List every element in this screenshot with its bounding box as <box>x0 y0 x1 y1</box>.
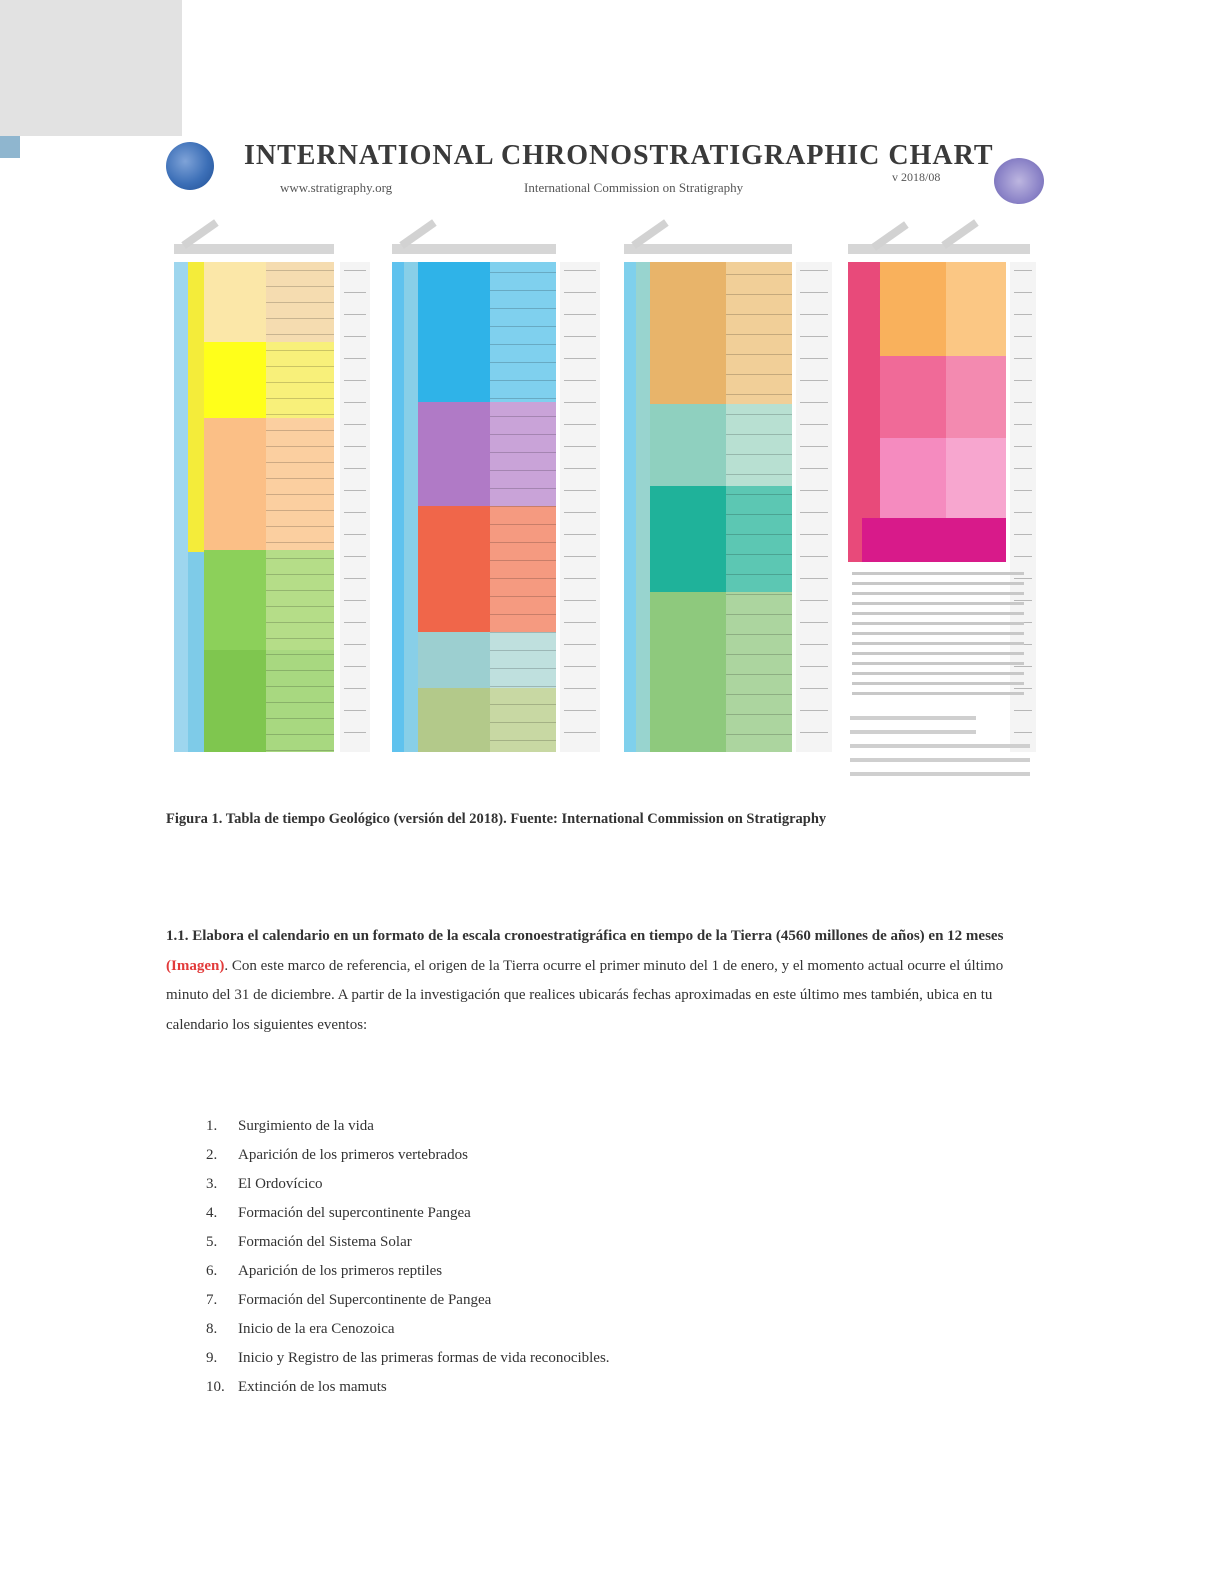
stage-divider <box>726 474 792 475</box>
ics-logo-icon <box>994 158 1044 204</box>
stage-divider <box>266 686 334 687</box>
legend-line <box>852 632 1024 635</box>
age-tick <box>1014 402 1032 403</box>
age-tick <box>800 732 828 733</box>
stage-divider <box>266 670 334 671</box>
stage-divider <box>490 452 556 453</box>
age-tick <box>1014 358 1032 359</box>
list-item <box>206 1112 610 1141</box>
age-tick <box>344 710 366 711</box>
stage-divider <box>726 714 792 715</box>
age-tick <box>800 292 828 293</box>
stage-divider <box>266 574 334 575</box>
age-tick <box>1014 666 1032 667</box>
figure-caption: Figura 1. Tabla de tiempo Geológico (versión del 2018). Fuente: International Commission on Stratigraphy <box>166 811 827 827</box>
age-tick <box>800 556 828 557</box>
age-tick <box>564 666 596 667</box>
stage-divider <box>490 308 556 309</box>
chart-title: INTERNATIONAL CHRONOSTRATIGRAPHIC CHART <box>244 140 994 171</box>
stage-block <box>490 688 556 752</box>
list-item-number: 1. <box>206 1118 218 1134</box>
stage-divider <box>726 394 792 395</box>
age-column <box>796 262 832 752</box>
list-item-text: Inicio y Registro de las primeras formas de vida reconocibles. <box>238 1350 610 1366</box>
age-tick <box>344 336 366 337</box>
list-item-text: Aparición de los primeros vertebrados <box>238 1147 468 1163</box>
stage-divider <box>490 614 556 615</box>
stage-divider <box>726 694 792 695</box>
age-tick <box>564 512 596 513</box>
list-item-number: 4. <box>206 1205 218 1221</box>
legend-line <box>852 582 1024 585</box>
stage-block <box>946 262 1006 356</box>
era-band <box>404 262 418 752</box>
list-item <box>206 1315 610 1344</box>
age-tick <box>344 292 366 293</box>
stage-divider <box>490 668 556 669</box>
stage-divider <box>726 534 792 535</box>
age-tick <box>800 688 828 689</box>
stage-divider <box>266 430 334 431</box>
legend-line <box>852 572 1024 575</box>
era-band <box>636 262 650 752</box>
stage-divider <box>266 302 334 303</box>
age-tick <box>344 424 366 425</box>
stage-block <box>266 550 334 650</box>
stage-divider <box>490 632 556 633</box>
stage-divider <box>490 380 556 381</box>
column-header-bar <box>392 244 556 254</box>
age-tick <box>800 534 828 535</box>
age-tick <box>344 666 366 667</box>
stage-divider <box>266 494 334 495</box>
period-block <box>862 518 1006 562</box>
stage-divider <box>266 366 334 367</box>
stage-block <box>490 632 556 688</box>
stage-divider <box>490 650 556 651</box>
paragraph-body: . Con este marco de referencia, el origen de la Tierra ocurre el primer minuto del 1 de enero, y el momento actual ocurre el último minuto del 31 de diciembre. A partir de la investigación que realices ubicarás fechas aproximadas en este último mes también, ubica en tu calendario los siguientes eventos: <box>166 957 1004 1033</box>
stage-divider <box>490 722 556 723</box>
event-list <box>206 1112 610 1402</box>
stage-divider <box>490 362 556 363</box>
age-column <box>340 262 370 752</box>
stage-block <box>946 356 1006 438</box>
period-block <box>650 262 726 404</box>
age-tick <box>344 270 366 271</box>
stage-divider <box>266 398 334 399</box>
stage-divider <box>726 594 792 595</box>
stage-block <box>266 418 334 550</box>
legend-line <box>852 592 1024 595</box>
age-tick <box>344 644 366 645</box>
age-tick <box>1014 380 1032 381</box>
era-band <box>188 262 204 552</box>
period-block <box>204 550 266 650</box>
age-tick <box>800 358 828 359</box>
list-item-number: 8. <box>206 1321 218 1337</box>
age-tick <box>1014 468 1032 469</box>
stage-block <box>490 262 556 402</box>
stage-block <box>726 262 792 404</box>
stage-divider <box>726 734 792 735</box>
age-tick <box>564 688 596 689</box>
period-block <box>650 404 726 486</box>
image-reference: (Imagen) <box>166 957 225 974</box>
stage-divider <box>490 524 556 525</box>
age-tick <box>1014 424 1032 425</box>
stage-divider <box>266 510 334 511</box>
age-tick <box>1014 556 1032 557</box>
list-item-number: 6. <box>206 1263 218 1279</box>
chart-version <box>892 170 940 184</box>
eon-band <box>174 262 188 752</box>
age-tick <box>800 336 828 337</box>
chart-legend-block <box>0 0 182 136</box>
stage-divider <box>266 638 334 639</box>
age-tick <box>1014 534 1032 535</box>
list-item <box>206 1170 610 1199</box>
age-tick <box>1014 512 1032 513</box>
stage-divider <box>266 750 334 751</box>
stage-divider <box>726 674 792 675</box>
list-item <box>206 1344 610 1373</box>
eon-band <box>624 262 636 752</box>
stage-divider <box>726 454 792 455</box>
age-tick <box>564 534 596 535</box>
age-tick <box>800 270 828 271</box>
age-tick <box>1014 710 1032 711</box>
period-block <box>204 342 266 418</box>
period-block <box>880 262 946 356</box>
age-tick <box>1014 600 1032 601</box>
age-tick <box>344 578 366 579</box>
age-tick <box>344 688 366 689</box>
age-tick <box>344 534 366 535</box>
age-tick <box>800 468 828 469</box>
list-item-number: 2. <box>206 1147 218 1163</box>
paragraph-lead: 1.1. Elabora el calendario en un formato de la escala cronoestratigráfica en tiempo de la Tierra (4560 millones de años) en 12 meses <box>166 928 1004 944</box>
age-tick <box>344 490 366 491</box>
age-tick <box>344 358 366 359</box>
age-tick <box>800 424 828 425</box>
legend-line <box>852 612 1024 615</box>
period-block <box>650 486 726 592</box>
age-tick <box>564 270 596 271</box>
period-block <box>204 262 266 342</box>
list-item-text: Extinción de los mamuts <box>238 1379 387 1395</box>
age-tick <box>1014 270 1032 271</box>
stage-divider <box>266 526 334 527</box>
stage-divider <box>490 704 556 705</box>
age-tick <box>1014 490 1032 491</box>
stage-divider <box>490 398 556 399</box>
stage-divider <box>490 470 556 471</box>
age-tick <box>800 490 828 491</box>
stage-divider <box>490 740 556 741</box>
age-tick <box>1014 292 1032 293</box>
stage-divider <box>726 314 792 315</box>
age-tick <box>564 468 596 469</box>
age-tick <box>344 512 366 513</box>
legend-footnote-line <box>850 772 1030 776</box>
legend-footnote-line <box>850 744 1030 748</box>
age-tick <box>800 644 828 645</box>
age-tick <box>344 314 366 315</box>
chronostratigraphic-chart-image <box>0 0 1224 158</box>
period-block <box>418 402 490 506</box>
list-item-text: Inicio de la era Cenozoica <box>238 1321 395 1337</box>
age-tick <box>564 314 596 315</box>
age-column <box>1010 262 1036 752</box>
legend-line <box>852 672 1024 675</box>
age-tick <box>1014 688 1032 689</box>
stage-divider <box>266 270 334 271</box>
list-item-text: Formación del supercontinente Pangea <box>238 1205 471 1221</box>
stage-divider <box>726 294 792 295</box>
age-tick <box>800 512 828 513</box>
age-tick <box>564 710 596 711</box>
stage-block <box>726 592 792 752</box>
legend-line <box>852 662 1024 665</box>
list-item <box>206 1286 610 1315</box>
legend-line <box>852 692 1024 695</box>
list-item-number: 5. <box>206 1234 218 1250</box>
stage-divider <box>266 318 334 319</box>
age-tick <box>564 644 596 645</box>
age-tick <box>564 380 596 381</box>
stage-divider <box>726 654 792 655</box>
period-block <box>650 592 726 752</box>
list-item <box>206 1228 610 1257</box>
age-tick <box>344 468 366 469</box>
eon-band <box>392 262 404 752</box>
period-block <box>418 506 490 632</box>
stage-divider <box>266 734 334 735</box>
age-tick <box>1014 446 1032 447</box>
stage-divider <box>490 344 556 345</box>
instruction-paragraph <box>166 922 1036 1040</box>
chart-version-line: v 2018/08 <box>892 170 941 184</box>
stage-divider <box>266 334 334 335</box>
age-tick <box>564 732 596 733</box>
list-item-text: Formación del Supercontinente de Pangea <box>238 1292 492 1308</box>
period-block <box>418 688 490 752</box>
legend-footnote-line <box>850 758 1030 762</box>
legend-footnote-line <box>850 730 976 734</box>
period-block <box>418 632 490 688</box>
stage-divider <box>266 286 334 287</box>
list-item-number: 7. <box>206 1292 218 1308</box>
era-band <box>188 552 204 752</box>
stage-divider <box>266 590 334 591</box>
stage-divider <box>726 554 792 555</box>
stage-divider <box>490 542 556 543</box>
eon-band <box>848 262 880 562</box>
stage-block <box>726 486 792 592</box>
period-block <box>204 650 266 752</box>
stage-block <box>266 342 334 418</box>
stage-divider <box>490 578 556 579</box>
stage-divider <box>266 622 334 623</box>
legend-badge-icon <box>0 136 20 158</box>
age-tick <box>564 600 596 601</box>
stage-divider <box>726 434 792 435</box>
stage-divider <box>266 654 334 655</box>
age-tick <box>344 556 366 557</box>
age-tick <box>344 600 366 601</box>
period-block <box>204 418 266 550</box>
stage-divider <box>266 446 334 447</box>
list-item <box>206 1199 610 1228</box>
iugs-logo-icon <box>166 142 214 190</box>
stage-divider <box>490 686 556 687</box>
age-tick <box>800 622 828 623</box>
age-tick <box>564 292 596 293</box>
list-item <box>206 1141 610 1170</box>
legend-line <box>852 622 1024 625</box>
stage-divider <box>490 506 556 507</box>
stage-divider <box>726 514 792 515</box>
stage-divider <box>490 272 556 273</box>
age-tick <box>1014 732 1032 733</box>
stage-divider <box>726 274 792 275</box>
age-tick <box>564 446 596 447</box>
list-item-text: Formación del Sistema Solar <box>238 1234 412 1250</box>
stage-divider <box>266 702 334 703</box>
stage-divider <box>726 494 792 495</box>
age-tick <box>800 578 828 579</box>
stage-divider <box>490 416 556 417</box>
age-tick <box>800 600 828 601</box>
age-tick <box>564 556 596 557</box>
age-tick <box>800 402 828 403</box>
stage-divider <box>266 350 334 351</box>
stage-divider <box>266 382 334 383</box>
stage-divider <box>266 558 334 559</box>
stage-divider <box>266 462 334 463</box>
age-tick <box>1014 314 1032 315</box>
stage-divider <box>726 614 792 615</box>
list-item <box>206 1373 610 1402</box>
stage-divider <box>490 560 556 561</box>
list-item <box>206 1257 610 1286</box>
stage-divider <box>266 606 334 607</box>
stage-divider <box>266 542 334 543</box>
stage-divider <box>726 414 792 415</box>
age-tick <box>800 446 828 447</box>
stage-divider <box>726 374 792 375</box>
legend-line <box>852 602 1024 605</box>
column-header-bar <box>174 244 334 254</box>
chart-website: www.stratigraphy.org <box>280 180 393 195</box>
list-item-number: 9. <box>206 1350 218 1366</box>
stage-divider <box>726 574 792 575</box>
age-tick <box>800 666 828 667</box>
age-tick <box>1014 578 1032 579</box>
stage-divider <box>490 326 556 327</box>
list-item-text: Surgimiento de la vida <box>238 1118 374 1134</box>
age-tick <box>564 402 596 403</box>
age-tick <box>344 402 366 403</box>
stage-divider <box>266 414 334 415</box>
age-tick <box>344 622 366 623</box>
age-tick <box>564 336 596 337</box>
stage-block <box>490 402 556 506</box>
list-item-number: 10. <box>206 1379 225 1395</box>
legend-line <box>852 652 1024 655</box>
age-tick <box>344 732 366 733</box>
period-block <box>418 262 490 402</box>
age-tick <box>800 314 828 315</box>
age-tick <box>564 358 596 359</box>
stage-divider <box>726 634 792 635</box>
stage-block <box>266 650 334 752</box>
stage-divider <box>726 354 792 355</box>
list-item-text: El Ordovícico <box>238 1176 323 1192</box>
age-tick <box>1014 336 1032 337</box>
stage-divider <box>726 334 792 335</box>
column-header-bar <box>624 244 792 254</box>
list-item-number: 3. <box>206 1176 218 1192</box>
age-tick <box>344 380 366 381</box>
chart-commission: International Commission on Stratigraphy <box>524 180 744 195</box>
period-block <box>880 356 946 438</box>
age-tick <box>564 622 596 623</box>
stage-divider <box>266 478 334 479</box>
list-item-text: Aparición de los primeros reptiles <box>238 1263 443 1279</box>
legend-line <box>852 642 1024 645</box>
age-tick <box>564 424 596 425</box>
age-tick <box>564 578 596 579</box>
age-column <box>560 262 600 752</box>
age-tick <box>800 380 828 381</box>
legend-footnote-line <box>850 716 976 720</box>
stage-divider <box>490 434 556 435</box>
age-tick <box>564 490 596 491</box>
stage-divider <box>490 488 556 489</box>
stage-divider <box>490 290 556 291</box>
age-tick <box>800 710 828 711</box>
stage-divider <box>266 718 334 719</box>
stage-divider <box>490 596 556 597</box>
legend-line <box>852 682 1024 685</box>
age-tick <box>344 446 366 447</box>
